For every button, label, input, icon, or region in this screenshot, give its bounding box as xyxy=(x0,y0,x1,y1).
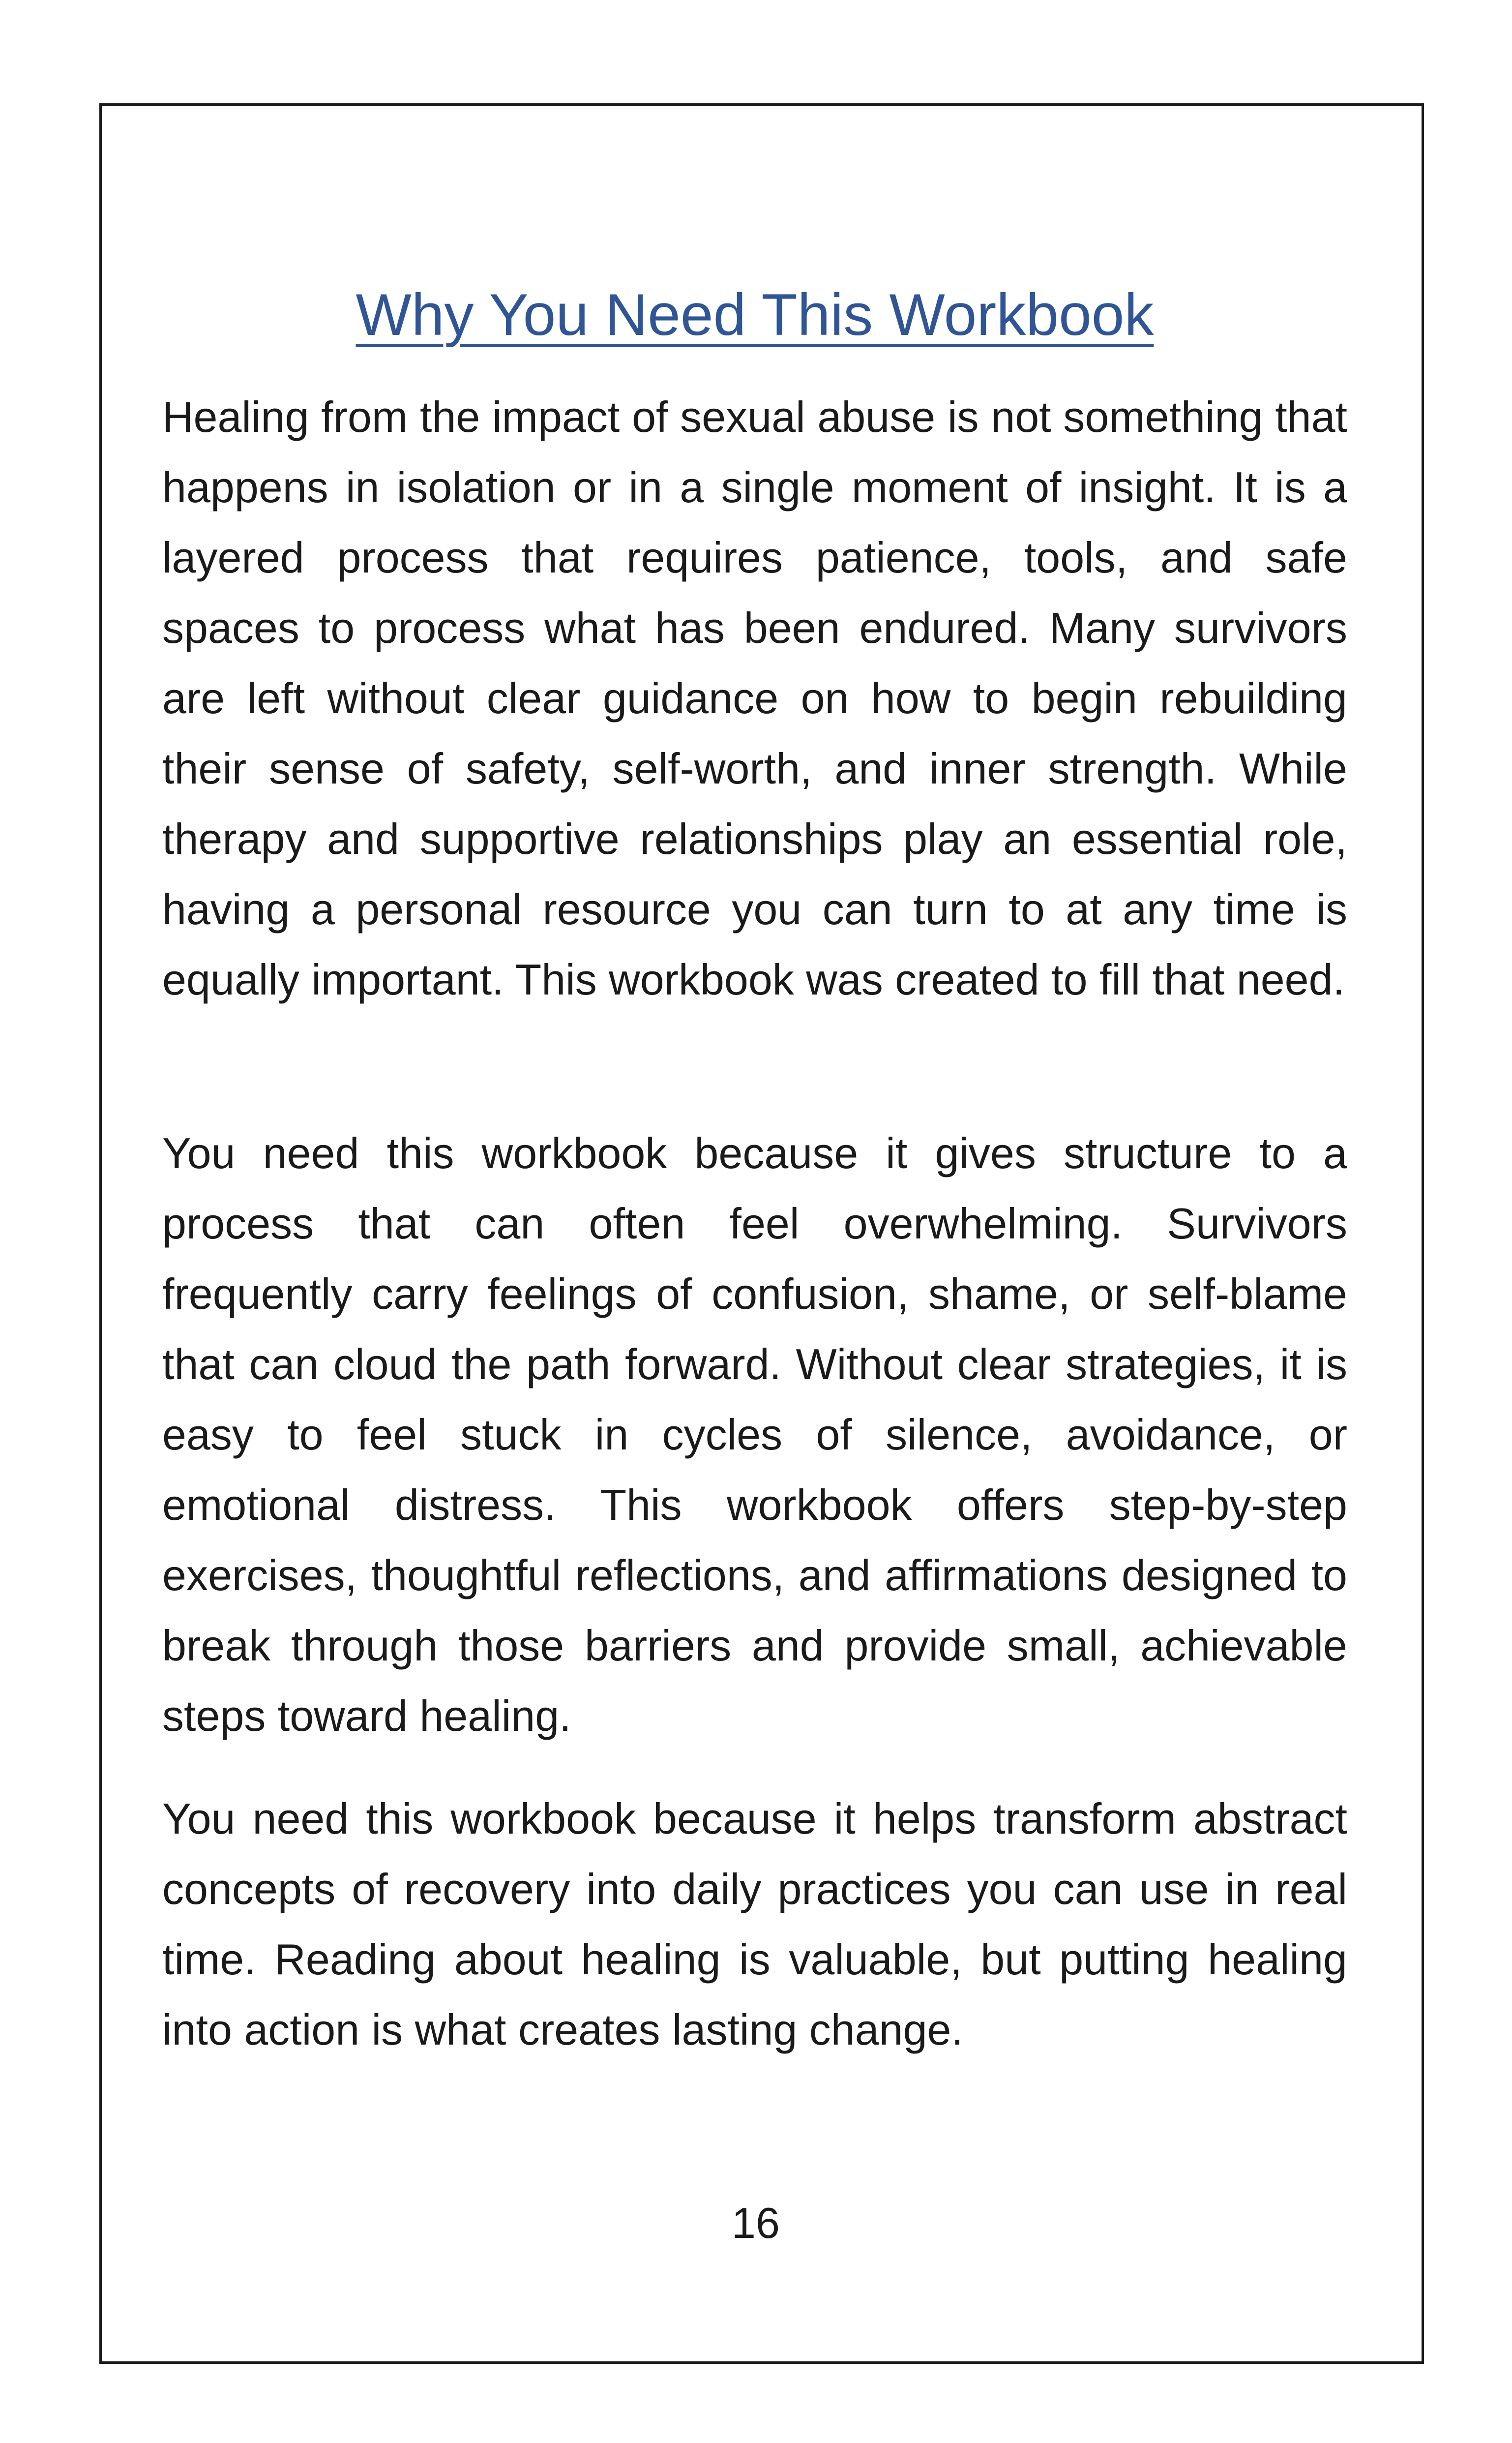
paragraph-3: You need this workbook because it helps transform abstract concepts of recovery into daily practices you can use in real time. Reading about healing is valuable, but putting healing into action is what creates lasting change. xyxy=(162,1794,1347,2054)
paragraph-2: You need this workbook because it gives structure to a process that can often feel overwhelming. Survivors frequently carry feelings of confusion, shame, or self-blame that can cloud the path forward. Without clear strategies, it is easy to feel stuck in cycles of silence, avoidance, or emotional distress. This workbook offers step-by-step exercises, thoughtful reflections, and affirmations designed to break through those barriers and provide small, achievable steps toward healing. xyxy=(162,1129,1347,1740)
page-title: Why You Need This Workbook xyxy=(356,282,1154,348)
page-number: 16 xyxy=(732,2199,780,2247)
paragraph-1: Healing from the impact of sexual abuse is not something that happens in isolation or in a single moment of insight. It is a layered process that requires patience, tools, and safe spaces to process what has been endured. Many survivors are left without clear guidance on how to begin rebuilding their sense of safety, self-worth, and inner strength. While therapy and supportive relationships play an essential role, having a personal resource you can turn to at any time is equally important. This workbook was created to fill that need. xyxy=(162,392,1347,1004)
